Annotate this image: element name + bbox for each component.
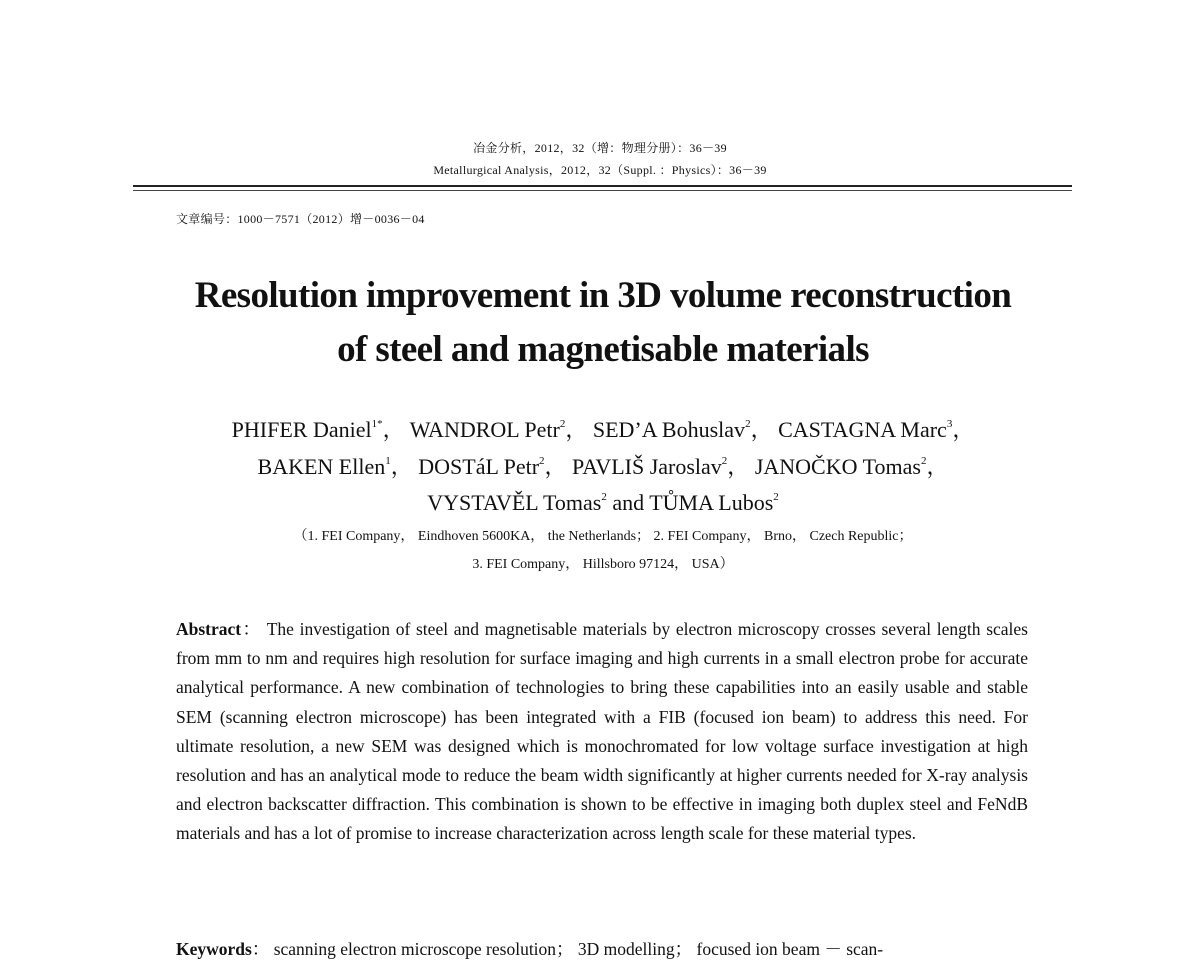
author-affiliation-mark: 2 — [773, 491, 779, 503]
keywords-separator: ： — [251, 939, 274, 959]
author-line-3 — [0, 485, 1200, 521]
author-separator: ， — [565, 417, 593, 442]
keywords-label: Keywords — [176, 939, 252, 959]
author-separator: ， — [750, 417, 779, 442]
journal-header-chinese: 冶金分析，2012，32（增：物理分册）：36－39 — [473, 141, 727, 155]
abstract-separator: ： — [241, 619, 267, 639]
author-separator: ， — [926, 454, 949, 479]
keywords-paragraph — [176, 935, 1028, 964]
author-separator: ， — [382, 417, 410, 442]
author-affiliation-mark: 1 — [385, 455, 391, 467]
author-separator: ， — [390, 454, 419, 479]
abstract-paragraph — [176, 615, 1028, 849]
author-affiliation-mark: 2 — [601, 491, 607, 503]
author-line-2 — [0, 449, 1200, 485]
author-name: VYSTAVĚL Tomas — [427, 490, 602, 515]
author-name: PHIFER Daniel — [231, 417, 372, 442]
author-separator: ， — [727, 454, 755, 479]
author-name: BAKEN Ellen — [257, 454, 386, 479]
author-name: SED’A Bohuslav — [592, 417, 746, 442]
author-name: WANDROL Petr — [409, 417, 560, 442]
author-name: DOSTáL Petr — [418, 454, 540, 479]
paper-title-line-2: of steel and magnetisable materials — [337, 329, 869, 370]
affiliations-line-1: （1. FEI Company， Eindhoven 5600KA， the Netherlands； 2. FEI Company， Brno， Czech Republic； — [293, 529, 913, 544]
abstract-text: The investigation of steel and magnetisable materials by electron microscopy crosses several length scales from mm to nm and requires high resolution for surface imaging and high currents in a small electron probe for accurate analytical performance. A new combination of technologies to bring these capabilities into an easily usable and stable SEM (scanning electron microscope) has been integrated with a FIB (focused ion beam) to address this need. For ultimate resolution, a new SEM was designed which is monochromated for low voltage surface investigation at high resolution and has an analytical mode to reduce the beam width significantly at higher currents needed for X-ray analysis and electron backscatter diffraction. This combination is shown to be effective in imaging both duplex steel and FeNdB materials and has a lot of promise to increase characterization across length scale for these material types. — [176, 619, 1028, 844]
author-name: JANOČKO Tomas — [754, 454, 921, 479]
affiliations-line-2: 3. FEI Company， Hillsboro 97124， USA） — [472, 557, 734, 572]
journal-header-english: Metallurgical Analysis，2012，32（Suppl. ：Physics）：36－39 — [433, 163, 767, 177]
paper-title-line-1: Resolution improvement in 3D volume reconstruction — [194, 275, 1012, 316]
author-affiliation-mark: 2 — [920, 455, 927, 467]
author-name: CASTAGNA Marc — [778, 417, 947, 442]
author-separator: ， — [952, 417, 975, 442]
author-name: PAVLIŠ Jaroslav — [572, 454, 722, 479]
article-number: 文章编号：1000－7571（2012）增－0036－04 — [176, 212, 425, 226]
author-affiliation-mark: 2 — [539, 455, 545, 467]
author-affiliation-mark: 2 — [559, 418, 566, 430]
author-line-1 — [0, 412, 1200, 448]
keywords-text: scanning electron microscope resolution； 3D modelling； focused ion beam － scan- — [273, 939, 884, 959]
header-rule-thin — [133, 190, 1072, 191]
author-separator: and — [606, 490, 650, 515]
author-separator: ， — [544, 454, 573, 479]
author-affiliation-mark: 3 — [946, 418, 953, 430]
author-affiliation-mark: 2 — [721, 455, 728, 467]
header-rule-thick — [133, 185, 1072, 187]
author-affiliation-mark: 1* — [371, 418, 383, 430]
author-affiliation-mark: 2 — [745, 418, 751, 430]
author-name: TŮMA Lubos — [649, 490, 774, 515]
abstract-label: Abstract — [176, 619, 242, 639]
